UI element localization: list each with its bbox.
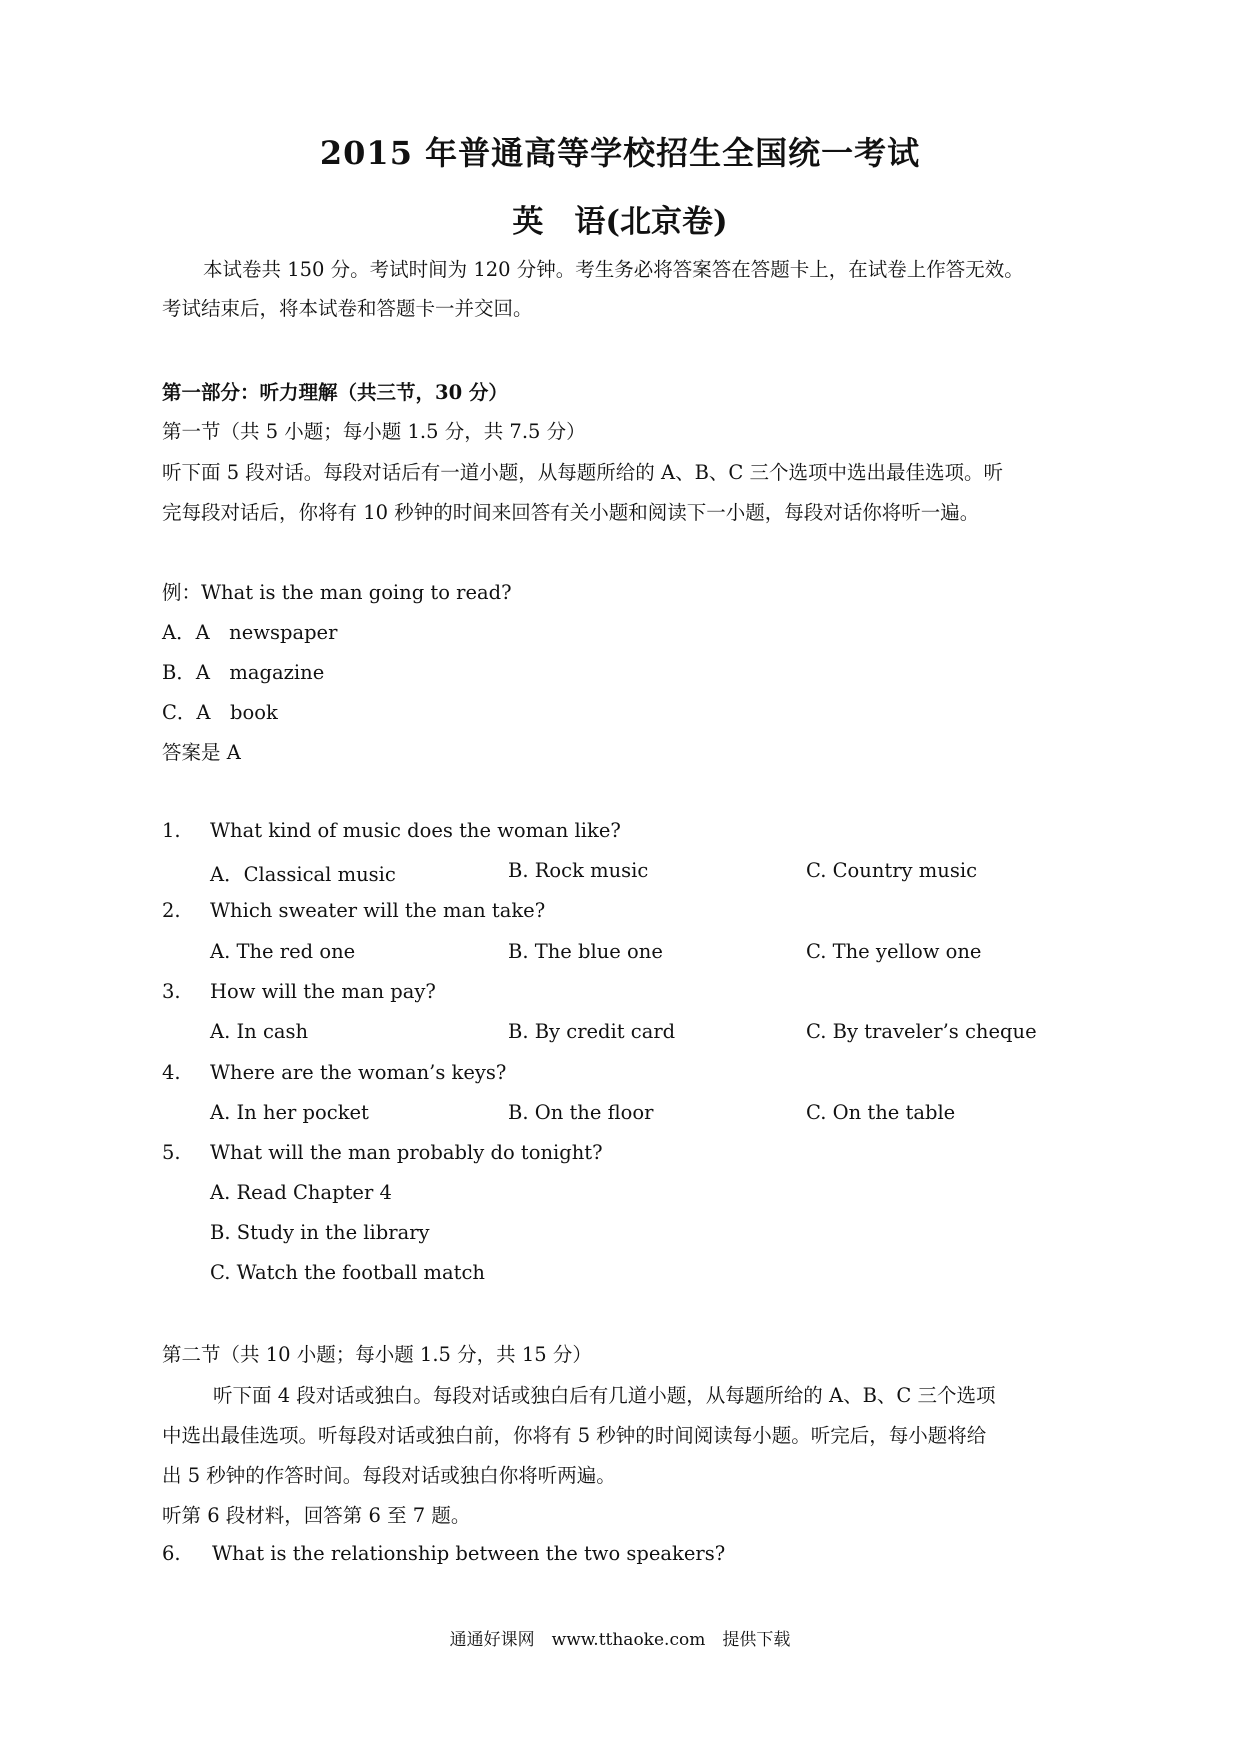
page-footer: 通通好课网 www.tthaoke.com 提供下载 xyxy=(449,1630,791,1650)
question-number: 5. xyxy=(162,1141,181,1164)
intro-line-1: 本试卷共 150 分。考试时间为 120 分钟。考生务必将答案答在答题卡上，在试卷上作答无效。 xyxy=(203,258,1024,281)
option-a: A. The red one xyxy=(210,940,356,963)
section2-instructions-2: 中选出最佳选项。听每段对话或独白前，你将有 5 秒钟的时间阅读每小题。听完后，每小题将给 xyxy=(162,1424,987,1447)
intro-line-2: 考试结束后，将本试卷和答题卡一并交回。 xyxy=(162,297,533,320)
option-b: B. On the floor xyxy=(508,1101,654,1124)
option-a: A. Read Chapter 4 xyxy=(210,1181,392,1204)
option-c: C. Watch the football match xyxy=(210,1261,485,1284)
example-question: 例：What is the man going to read? xyxy=(162,581,512,604)
question-text: How will the man pay? xyxy=(210,980,436,1003)
option-c: C. Country music xyxy=(806,859,977,882)
question-text: Which sweater will the man take? xyxy=(210,899,546,922)
option-a: A．Classical music xyxy=(210,863,396,886)
question-text: What will the man probably do tonight? xyxy=(210,1141,603,1164)
option-b: B. Rock music xyxy=(508,859,649,882)
question-number: 6. xyxy=(162,1542,181,1565)
option-a: A. In her pocket xyxy=(210,1101,369,1124)
option-b: B. The blue one xyxy=(508,940,663,963)
section2-heading: 第二节（共 10 小题；每小题 1.5 分，共 15 分） xyxy=(162,1343,592,1366)
section2-instructions-3: 出 5 秒钟的作答时间。每段对话或独白你将听两遍。 xyxy=(162,1464,616,1487)
question-text: What kind of music does the woman like? xyxy=(210,819,621,842)
question-number: 4. xyxy=(162,1061,181,1084)
exam-subtitle: 英 语(北京卷) xyxy=(512,204,728,240)
section1-heading: 第一节（共 5 小题；每小题 1.5 分，共 7.5 分） xyxy=(162,420,586,443)
example-option-c: C．A book xyxy=(162,701,278,724)
option-c: C. The yellow one xyxy=(806,940,982,963)
option-b: B. By credit card xyxy=(508,1020,676,1043)
option-c: C. By traveler’s cheque xyxy=(806,1020,1037,1043)
example-option-a: A．A newspaper xyxy=(162,621,338,644)
question-text: Where are the woman’s keys? xyxy=(210,1061,507,1084)
option-c: C. On the table xyxy=(806,1101,956,1124)
material-instruction: 听第 6 段材料，回答第 6 至 7 题。 xyxy=(162,1504,471,1527)
question-number: 3. xyxy=(162,980,181,1003)
example-option-b: B．A magazine xyxy=(162,661,325,684)
exam-title: 2015 年普通高等学校招生全国统一考试 xyxy=(319,134,921,172)
question-number: 1. xyxy=(162,819,181,842)
section2-instructions-1: 听下面 4 段对话或独白。每段对话或独白后有几道小题，从每题所给的 A、B、C 三个选项 xyxy=(213,1384,996,1407)
part1-heading: 第一部分：听力理解（共三节，30 分） xyxy=(162,381,508,404)
option-b: B. Study in the library xyxy=(210,1221,430,1244)
example-answer: 答案是 A xyxy=(162,741,241,764)
section1-instructions-2: 完每段对话后，你将有 10 秒钟的时间来回答有关小题和阅读下一小题，每段对话你将听一遍。 xyxy=(162,501,980,524)
question-text: What is the relationship between the two speakers? xyxy=(212,1542,726,1565)
question-number: 2. xyxy=(162,899,181,922)
section1-instructions-1: 听下面 5 段对话。每段对话后有一道小题，从每题所给的 A、B、C 三个选项中选出最佳选项。听 xyxy=(162,461,1004,484)
option-a: A. In cash xyxy=(210,1020,309,1043)
